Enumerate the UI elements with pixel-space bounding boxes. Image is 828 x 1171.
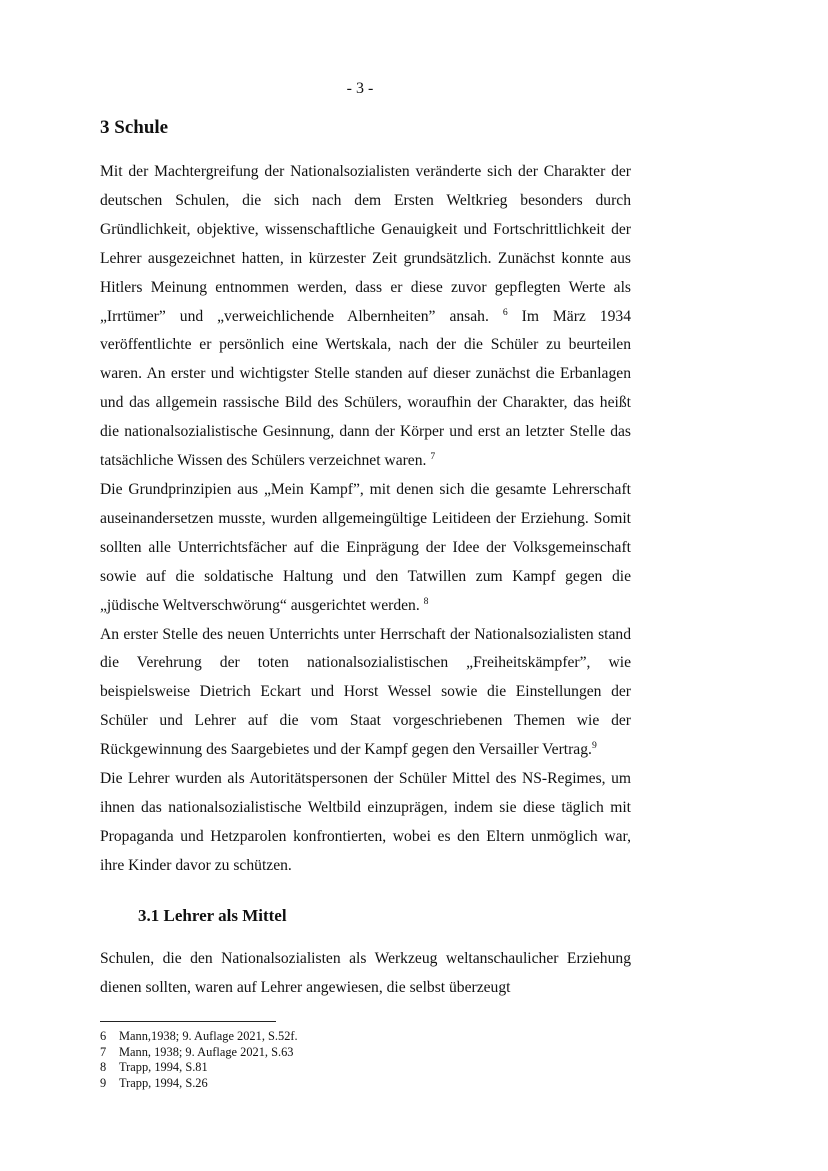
subsection-paragraph: Schulen, die den Nationalsozialisten als Werkzeug weltanschaulicher Erziehung dienen sollten, waren auf Lehrer angewiesen, die selbst überzeugt [100, 950, 631, 996]
footnote-number: 9 [100, 1075, 107, 1090]
footnote-text: Mann,1938; 9. Auflage 2021, S.52f. [119, 1029, 298, 1043]
footnote-ref-8: 8 [423, 595, 429, 607]
footnote [100, 1045, 298, 1061]
footnote-ref-9: 9 [591, 739, 597, 751]
subsection-heading: 3.1 Lehrer als Mittel [138, 906, 287, 925]
page-number: - 3 - [346, 80, 374, 97]
footnote-divider [100, 1021, 276, 1022]
footnote-number: 7 [100, 1044, 107, 1059]
paragraph-2 [100, 476, 631, 621]
footnote-text: Trapp, 1994, S.26 [119, 1075, 208, 1090]
paragraph-4: Die Lehrer wurden als Autoritätspersonen der Schüler Mittel des NS-Regimes, um ihnen das nationalsozialistische Weltbild einzuprägen, indem sie diese täglich mit Propaganda und Hetzparolen konfrontierten, wobei es den Eltern unmöglich war, ihre Kinder davor zu schützen. [100, 770, 631, 874]
footnote-ref-7: 7 [430, 450, 436, 462]
subsection-body [100, 944, 631, 1002]
footnote-number: 8 [100, 1060, 107, 1074]
footnote [100, 1029, 298, 1045]
footnote-number: 6 [100, 1029, 107, 1043]
footnote-text: Trapp, 1994, S.81 [119, 1060, 208, 1074]
paragraph-3 [100, 621, 631, 766]
footnote-text: Mann, 1938; 9. Auflage 2021, S.63 [119, 1044, 294, 1059]
paragraph-3-text: An erster Stelle des neuen Unterrichts unter Herrschaft der Nationalsozialisten stand die Verehrung der toten nationalsozialistischen „Freiheitskämpfer”, wie beispielsweise Dietrich Eckart und Horst Wessel sowie die Einstellungen der Schüler und Lehrer auf die vom Staat vorgeschriebenen Themen wie der Rückgewinnung des Saargebietes und der Kampf gegen den Versailler Vertrag. [100, 625, 631, 759]
paragraph-1 [100, 158, 631, 476]
paragraph-1-part-b: Im März 1934 veröffentlichte er persönlich eine Wertskala, nach der die Schüler zu beurteilen waren. An erster und wichtigster Stelle standen auf dieser zunächst die Erbanlagen und das allgemein rassische Bild des Schülers, woraufhin der Charakter, das heißt die nationalsozialistische Gesinnung, dann der Körper und erst an letzter Stelle das tatsächliche Wissen des Schülers verzeichnet waren. [100, 307, 631, 470]
paragraph-2-text: Die Grundprinzipien aus „Mein Kampf”, mit denen sich die gesamte Lehrerschaft auseinandersetzen musste, wurden allgemeingültige Leitideen der Erziehung. Somit sollten alle Unterrichtsfächer auf die Einprägung der Idee der Volksgemeinschaft sowie auf die soldatische Haltung und den Tatwillen zum Kampf gegen die „jüdische Weltverschwörung“ ausgerichtet werden. [100, 480, 631, 614]
section-body [100, 158, 631, 881]
footnote [100, 1076, 298, 1092]
section-heading: 3 Schule [100, 117, 169, 138]
footnote-ref-6: 6 [502, 306, 508, 318]
footnote [100, 1060, 298, 1076]
footnotes [100, 1029, 298, 1091]
paragraph-1-part-a: Mit der Machtergreifung der Nationalsozialisten veränderte sich der Charakter der deutschen Schulen, die sich nach dem Ersten Weltkrieg besonders durch Gründlichkeit, objektive, wissenschaftliche Genauigkeit und Fortschrittlichkeit der Lehrer ausgezeichnet hatten, in kürzester Zeit grundsätzlich. Zunächst konnte aus Hitlers Meinung entnommen werden, dass er diese zuvor gepflegten Werte als „Irrtümer” und „verweichlichende Albernheiten” ansah. [100, 163, 631, 325]
